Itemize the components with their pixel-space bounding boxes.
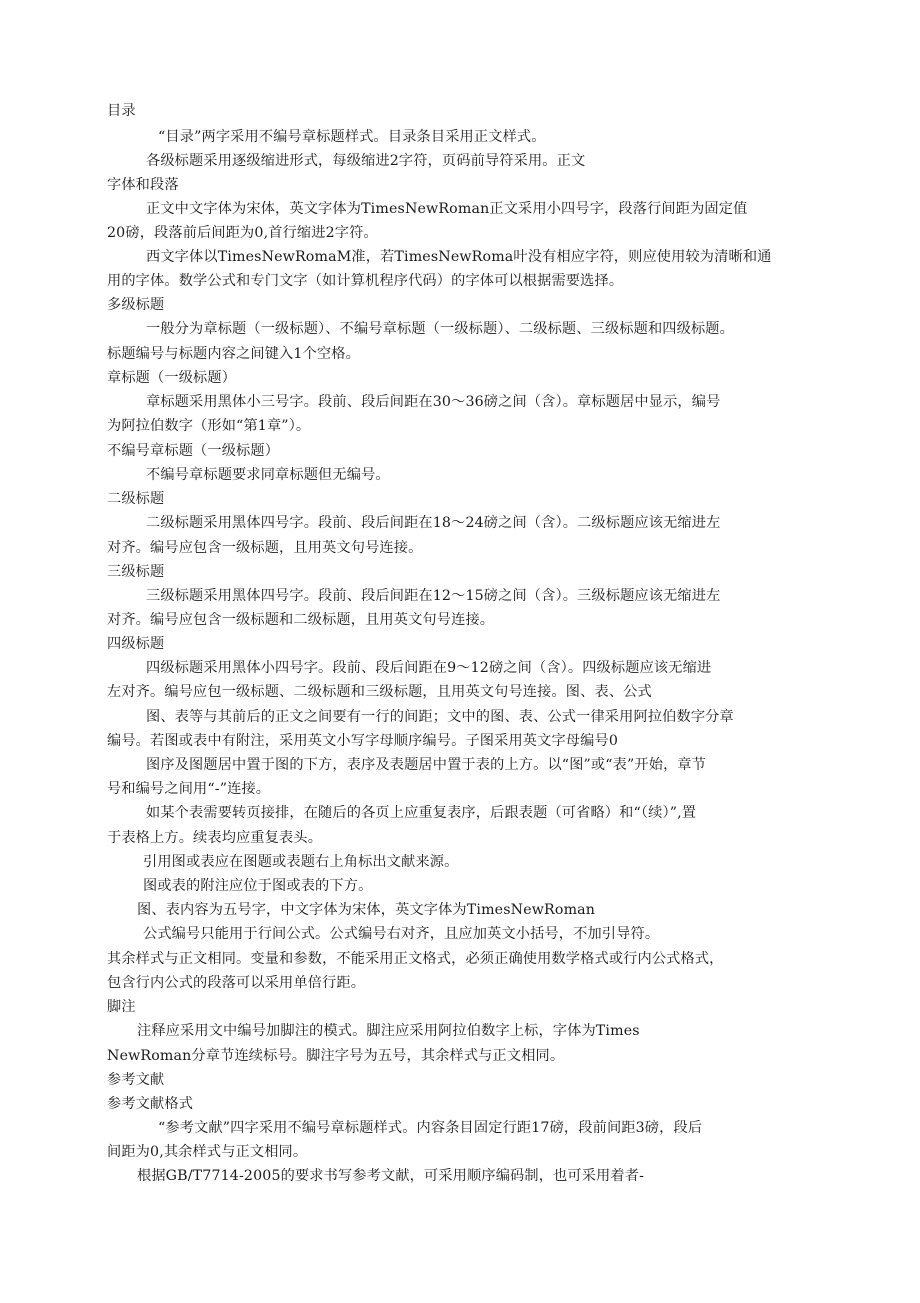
- text-line: 正文中文字体为宋体，英文字体为TimesNewRoman正文采用小四号字，段落行间距为固定值: [146, 201, 748, 217]
- text-line: 一般分为章标题（一级标题）、不编号章标题（一级标题）、二级标题、三级标题和四级标题。: [146, 321, 734, 337]
- text-line: 20磅，段落前后间距为0,首行缩进2字符。: [107, 225, 378, 241]
- text-line: 包含行内公式的段落可以采用单倍行距。: [107, 975, 366, 991]
- text-line: 图序及图题居中置于图的下方，表序及表题居中置于表的上方。以“图”或“表”开始，章节: [146, 757, 707, 773]
- text-line: 注释应采用文中编号加脚注的模式。脚注应采用阿拉伯数字上标，字体为Times: [137, 1023, 640, 1039]
- text-line: 章标题采用黑体小三号字。段前、段后间距在30～36磅之间（含）。章标题居中显示，编号: [146, 394, 721, 410]
- text-line: 各级标题采用逐级缩进形式，每级缩进2字符，页码前导符采用。正文: [146, 153, 586, 169]
- section-heading: 参考文献格式: [107, 1096, 194, 1112]
- text-line: 编号。若图或表中有附注，采用英文小写字母顺序编号。子图采用英文字母编号0: [107, 733, 618, 749]
- text-line: 间距为0,其余样式与正文相同。: [107, 1144, 308, 1160]
- text-line: 西文字体以TimesNewRomaM准，若TimesNewRoma叶没有相应字符，则应使用较为清晰和通: [146, 249, 772, 265]
- text-line: 如某个表需要转页接排，在随后的各页上应重复表序，后跟表题（可省略）和“（续）”,置: [146, 805, 697, 821]
- section-heading: 不编号章标题（一级标题）: [107, 443, 280, 459]
- text-line: 为阿拉伯数字（形如“第1章”）。: [107, 418, 311, 434]
- text-line: 引用图或表应在图题或表题右上角标出文献来源。: [143, 854, 459, 870]
- section-heading: 多级标题: [107, 297, 165, 313]
- text-line: 公式编号只能用于行间公式。公式编号右对齐，且应加英文小括号，不加引导符。: [143, 926, 660, 942]
- text-line: 于表格上方。续表均应重复表头。: [107, 830, 323, 846]
- section-heading: 字体和段落: [107, 177, 179, 193]
- text-line: “目录”两字采用不编号章标题样式。目录条目采用正文样式。: [158, 129, 546, 145]
- text-line: 图、表内容为五号字，中文字体为宋体，英文字体为TimesNewRoman: [137, 902, 596, 918]
- section-heading: 四级标题: [107, 636, 165, 652]
- text-line: 用的字体。数学公式和专门文字（如计算机程序代码）的字体可以根据需要选择。: [107, 273, 624, 289]
- section-heading: 参考文献: [107, 1072, 165, 1088]
- text-line: 号和编号之间用“-”连接。: [107, 781, 271, 797]
- text-line: 标题编号与标题内容之间键入1个空格。: [107, 346, 360, 362]
- text-line: 二级标题采用黑体四号字。段前、段后间距在18～24磅之间（含）。二级标题应该无缩进左: [146, 515, 721, 531]
- section-heading: 目录: [107, 103, 136, 119]
- section-heading: 三级标题: [107, 564, 165, 580]
- text-line: 三级标题采用黑体四号字。段前、段后间距在12～15磅之间（含）。三级标题应该无缩进左: [146, 588, 721, 604]
- text-line: 不编号章标题要求同章标题但无编号。: [146, 467, 390, 483]
- section-heading: 脚注: [107, 999, 136, 1015]
- text-line: 根据GB/T7714-2005的要求书写参考文献，可采用顺序编码制，也可采用着者-: [137, 1168, 645, 1184]
- text-line: 对齐。编号应包含一级标题和二级标题，且用英文句号连接。: [107, 612, 495, 628]
- section-heading: 二级标题: [107, 491, 165, 507]
- text-line: 其余样式与正文相同。变量和参数，不能采用正文格式，必须正确使用数学格式或行内公式格式，: [107, 951, 724, 967]
- text-line: “参考文献”四字采用不编号章标题样式。内容条目固定行距17磅，段前间距3磅，段后: [158, 1120, 703, 1136]
- text-line: 图或表的附注应位于图或表的下方。: [143, 878, 373, 894]
- text-line: 左对齐。编号应包一级标题、二级标题和三级标题，且用英文句号连接。图、表、公式: [107, 684, 652, 700]
- text-line: 四级标题采用黑体小四号字。段前、段后间距在9～12磅之间（含）。四级标题应该无缩进: [146, 660, 712, 676]
- text-line: 图、表等与其前后的正文之间要有一行的间距；文中的图、表、公式一律采用阿拉伯数字分章: [146, 709, 734, 725]
- text-line: NewRoman分章节连续标号。脚注字号为五号，其余样式与正文相同。: [107, 1048, 565, 1064]
- section-heading: 章标题（一级标题）: [107, 370, 237, 386]
- text-line: 对齐。编号应包含一级标题，且用英文句号连接。: [107, 540, 423, 556]
